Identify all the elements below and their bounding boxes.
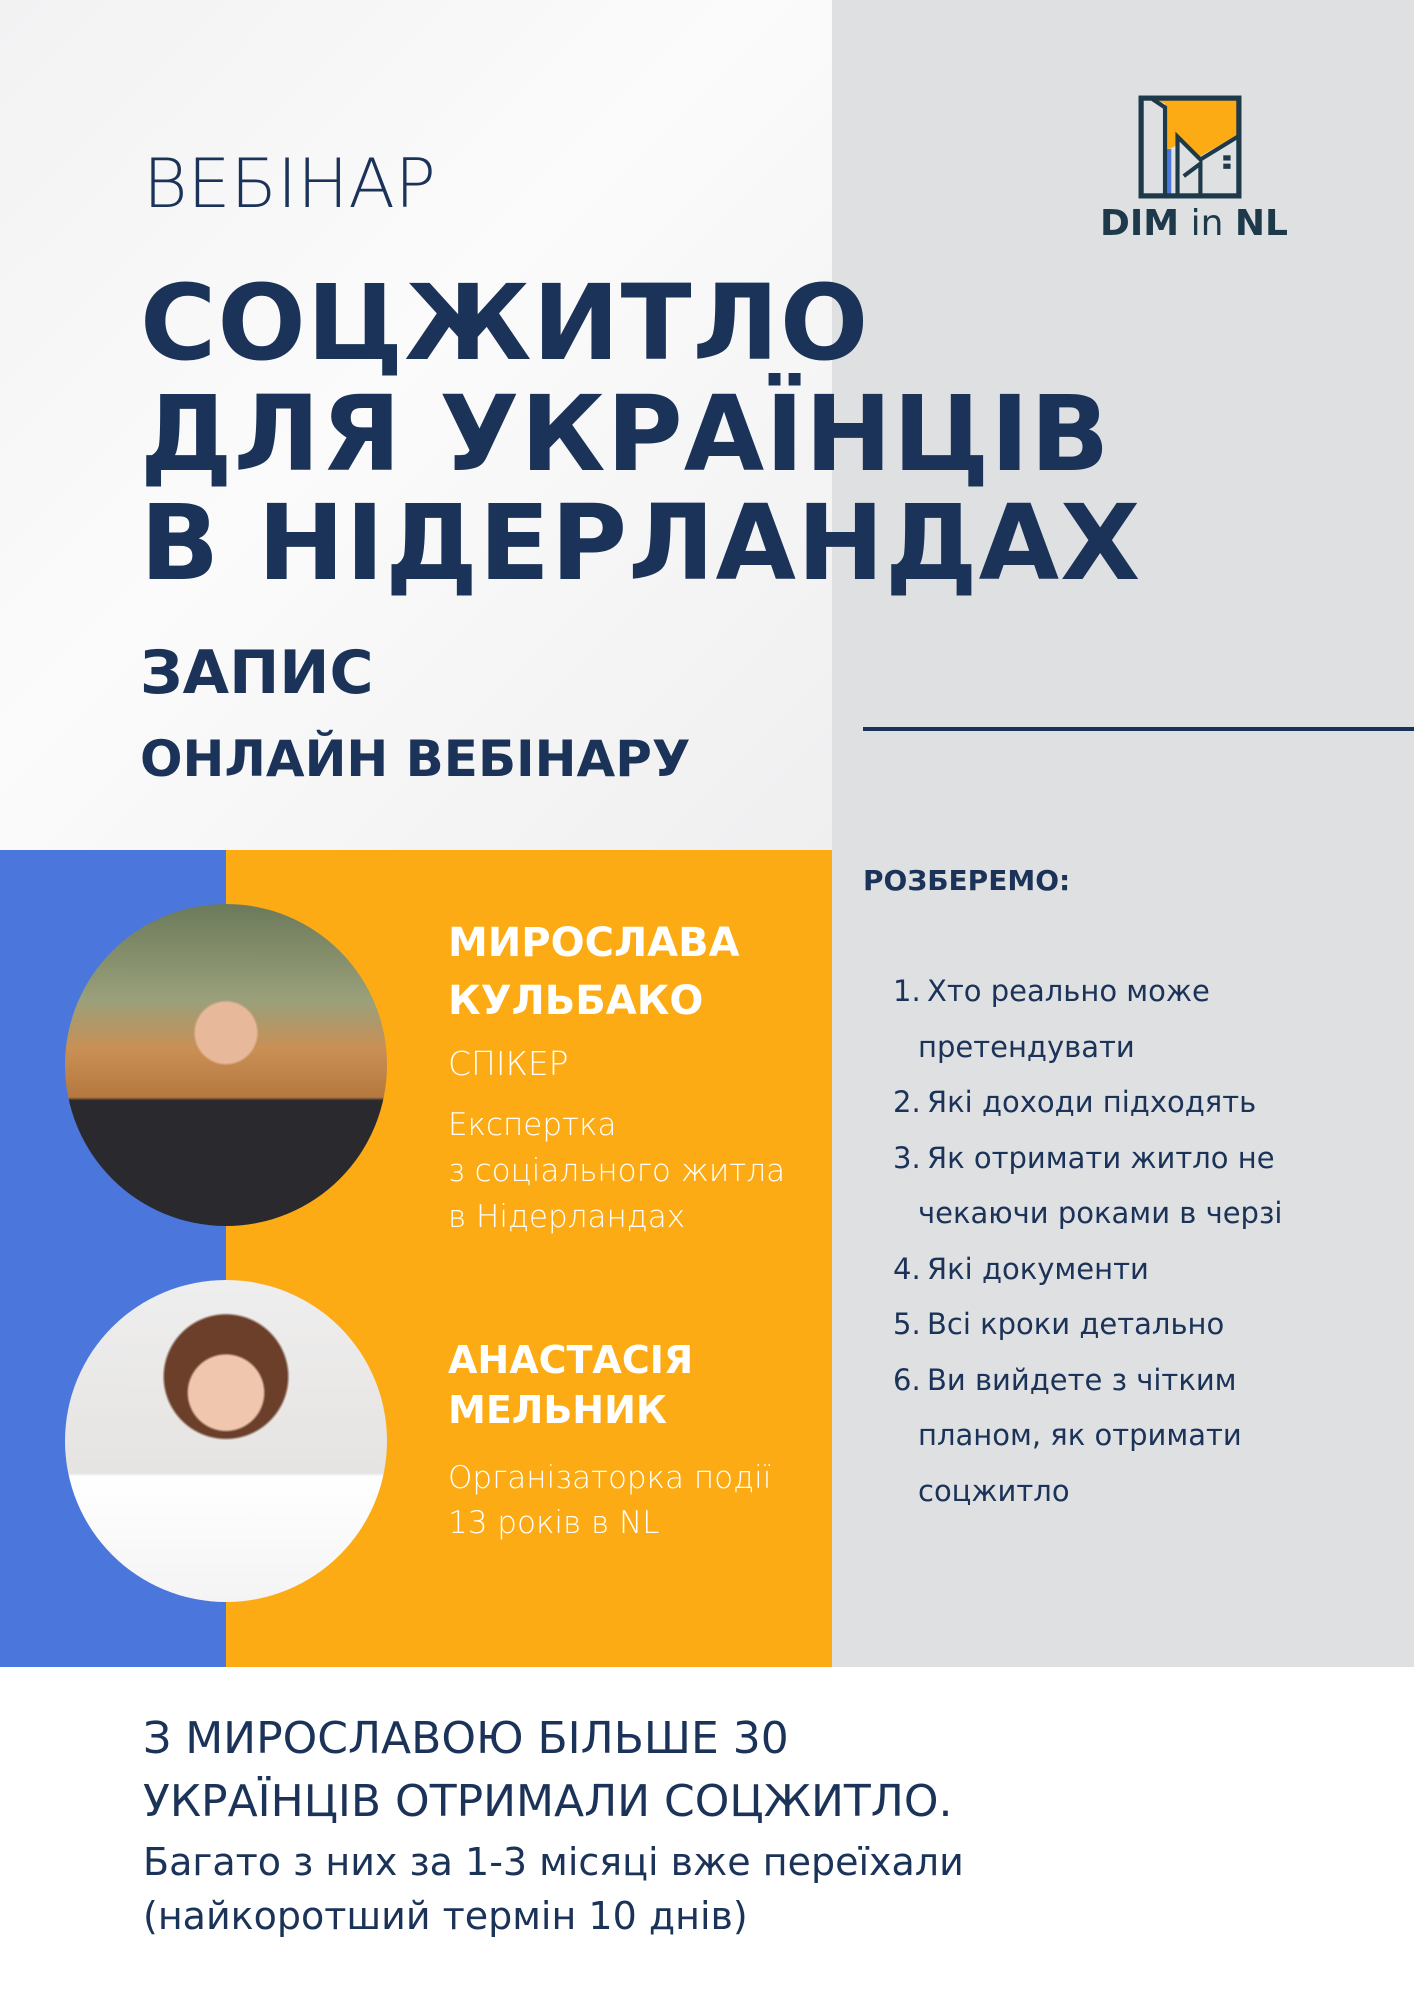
agenda-item-number: 4. — [893, 1251, 921, 1286]
speaker-photo-melnyk — [65, 1280, 387, 1602]
divider — [863, 727, 1414, 731]
title-line-3: В НІДЕРЛАНДАХ — [140, 482, 1142, 604]
speaker1-role: СПІКЕР — [448, 1044, 569, 1083]
agenda-item-text: соцжитло — [918, 1473, 1070, 1508]
speaker2-name-1: АНАСТАСІЯ — [448, 1338, 694, 1382]
agenda-item-text: планом, як отримати — [918, 1418, 1242, 1452]
agenda-item-number: 3. — [893, 1140, 921, 1175]
subtitle-online: ОНЛАЙН ВЕБІНАРУ — [140, 730, 691, 788]
agenda-heading: РОЗБЕРЕМО: — [863, 864, 1071, 897]
agenda-item-number: 5. — [893, 1307, 921, 1341]
agenda-item-text: Ви вийдете з чітким — [927, 1362, 1237, 1397]
speaker2-desc-1: Організаторка події — [448, 1460, 772, 1496]
house-logo-icon — [1138, 95, 1242, 199]
agenda-item-text: Хто реально може — [927, 974, 1210, 1008]
agenda-item-text: Всі кроки детально — [927, 1307, 1225, 1341]
title-line-2: ДЛЯ УКРАЇНЦІВ — [140, 373, 1111, 495]
logo — [1138, 95, 1242, 203]
footer-line-3: Багато з них за 1-3 місяці вже переїхали — [143, 1840, 964, 1884]
speaker1-desc-3: в Нідерландах — [448, 1199, 686, 1235]
speaker1-name-1: МИРОСЛАВА — [448, 920, 740, 966]
speaker1-name-2: КУЛЬБАКО — [448, 978, 704, 1024]
agenda-item-text: Як отримати житло не — [927, 1140, 1275, 1175]
speaker-photo-kulbako — [65, 904, 387, 1226]
agenda-item-number: 6. — [893, 1362, 921, 1397]
agenda-item-text: Які доходи підходять — [927, 1085, 1257, 1119]
footer-line-4: (найкоротший термін 10 днів) — [143, 1894, 748, 1938]
agenda-item-text: претендувати — [918, 1029, 1135, 1064]
agenda-item-number: 1. — [893, 974, 921, 1008]
footer-line-2: УКРАЇНЦІВ ОТРИМАЛИ СОЦЖИТЛО. — [143, 1776, 953, 1827]
speaker1-desc-2: з соціального житла — [448, 1153, 786, 1189]
speaker1-desc-1: Експертка — [448, 1107, 617, 1143]
agenda-panel — [832, 0, 1414, 1667]
subtitle-record: ЗАПИС — [140, 638, 374, 708]
agenda-item-number: 2. — [893, 1085, 921, 1119]
speaker2-desc-2: 13 років в NL — [448, 1505, 660, 1541]
logo-text: DIM in NL — [1100, 203, 1288, 244]
kicker: ВЕБІНАР — [143, 145, 436, 224]
speaker2-name-2: МЕЛЬНИК — [448, 1388, 667, 1432]
agenda-item-text: Які документи — [927, 1251, 1149, 1286]
title-line-1: СОЦЖИТЛО — [140, 262, 870, 384]
agenda-item-text: чекаючи роками в черзі — [918, 1196, 1283, 1230]
footer-line-1: З МИРОСЛАВОЮ БІЛЬШЕ 30 — [143, 1713, 789, 1764]
